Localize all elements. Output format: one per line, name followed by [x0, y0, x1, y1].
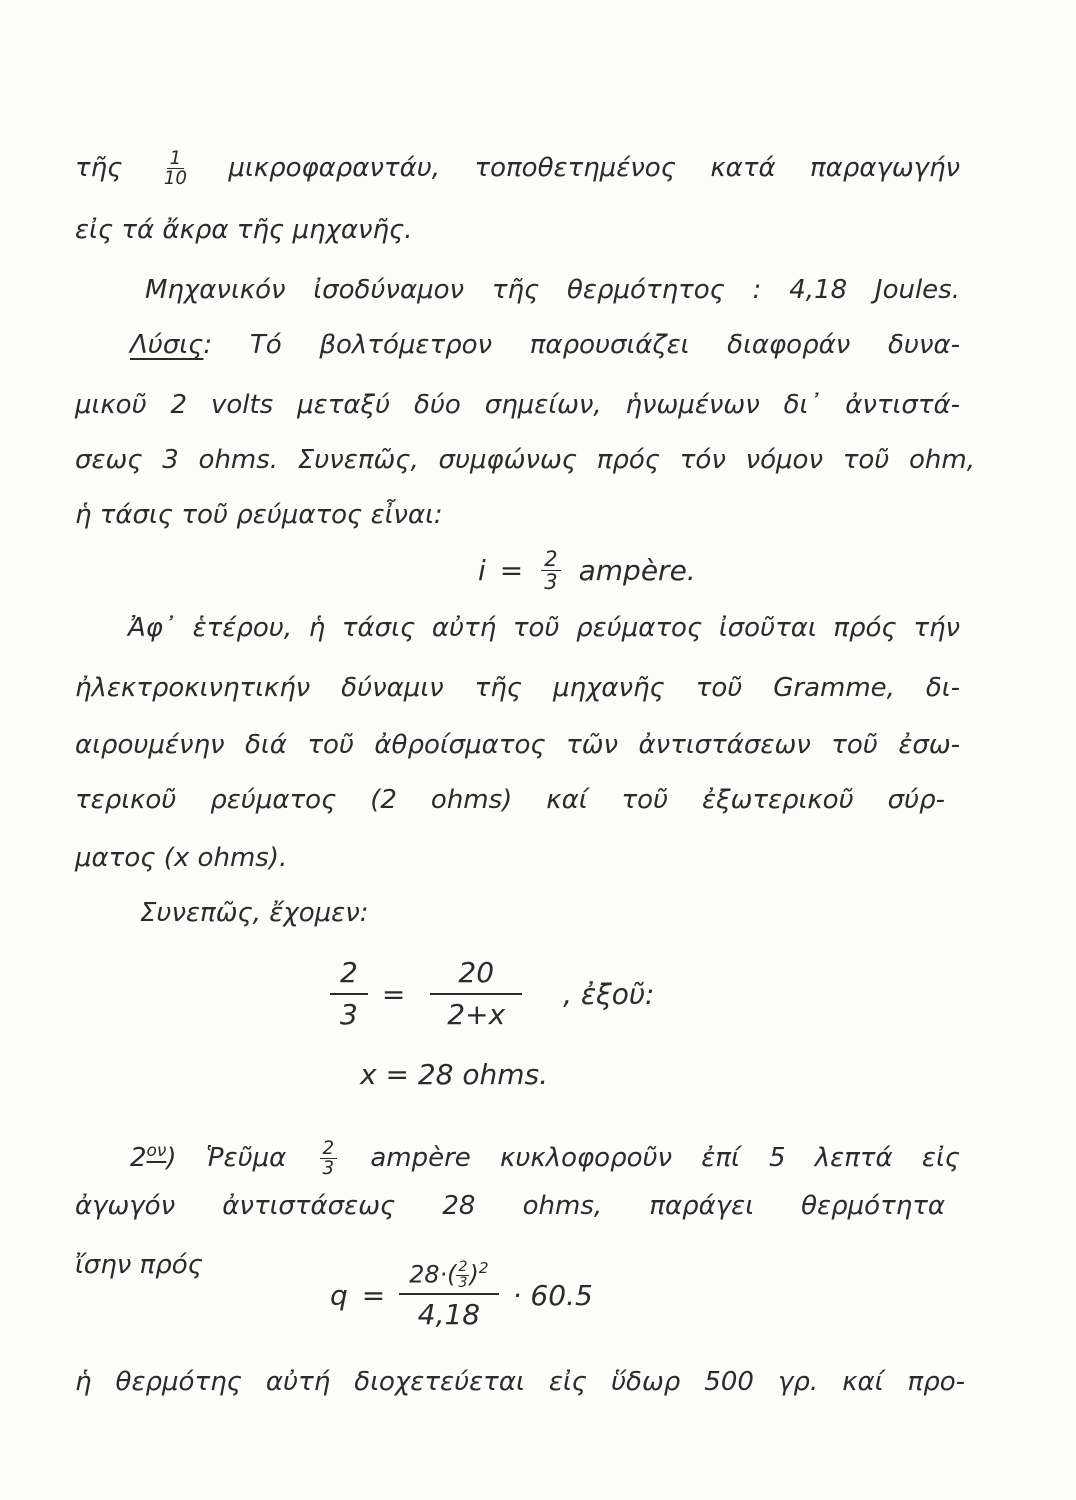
text-line-10: ἠλεκτροκινητικήν δύναμιν τῆς μηχανῆς τοῦ Gramme, δι-: [75, 673, 960, 703]
fraction-one-tenth: [161, 149, 190, 188]
line-1-start: τῆς: [75, 153, 123, 183]
numerator-start: 28·(: [409, 1260, 457, 1289]
fraction-denominator: 3: [544, 570, 558, 595]
fraction-two-thirds: [330, 955, 368, 1034]
text-line-3: Μηχανικόν ἰσοδύναμον τῆς θερμότητος : 4,18 Joules.: [145, 275, 960, 305]
fraction-numerator: 20: [430, 955, 522, 995]
fraction-denominator: 10: [163, 168, 187, 189]
line-17-start: Ῥεῦμα: [205, 1143, 287, 1174]
fraction-denominator: 3: [340, 998, 358, 1032]
fraction-numerator: 2: [458, 1259, 468, 1276]
text-line-19: ἴσην πρός: [75, 1250, 203, 1280]
equals-sign: =: [361, 1279, 386, 1313]
section-ordinal: [130, 1140, 177, 1174]
resistance-equation: [330, 955, 654, 1034]
text-line-17: [130, 1130, 960, 1178]
fraction-numerator: 2: [330, 955, 368, 995]
line-17-rest: ampère κυκλοφοροῦν ἐπί 5 λεπτά εἰς: [370, 1143, 961, 1174]
heat-fraction: [399, 1258, 498, 1334]
current-symbol: i: [478, 554, 486, 588]
text-line-6: σεως 3 ohms. Συνεπῶς, συμφώνως πρός τόν νόμον τοῦ ohm,: [75, 445, 975, 475]
fraction-numerator: [399, 1258, 498, 1295]
resistance-result: x = 28 ohms.: [360, 1058, 549, 1091]
text-line-9: Ἀφ᾽ ἑτέρου, ἡ τάσις αὐτή τοῦ ρεύματος ἰσοῦται πρός τήν: [128, 613, 960, 643]
text-line-12: τερικοῦ ρεύματος (2 ohms) καί τοῦ ἐξωτερικοῦ σύρ-: [75, 785, 945, 815]
text-line-4: [130, 325, 960, 365]
text-line-11: αιρουμένην διά τοῦ ἀθροίσματος τῶν ἀντιστάσεων τοῦ ἐσω-: [75, 730, 960, 760]
text-line-7: ἡ τάσις τοῦ ρεύματος εἶναι:: [75, 500, 443, 530]
ordinal-paren: ): [166, 1143, 177, 1174]
text-line-2: εἰς τά ἄκρα τῆς μηχανῆς.: [75, 215, 413, 245]
text-line-21: ἡ θερμότης αὐτή διοχετεύεται εἰς ὕδωρ 500 γρ. καί προ-: [75, 1367, 965, 1397]
line-1-rest: μικροφαραντάυ, τοποθετημένος κατά παραγωγήν: [228, 153, 961, 183]
fraction-numerator: 2: [320, 1139, 338, 1159]
line-4-text: : Τό βολτόμετρον παρουσιάζει διαφοράν δυνα-: [203, 330, 960, 360]
numerator-close: ): [469, 1260, 479, 1289]
text-line-14: Συνεπῶς, ἔχομεν:: [140, 898, 369, 928]
equals-sign: =: [381, 977, 406, 1011]
heat-equation: [330, 1258, 593, 1334]
fraction-twenty-over-sum: [419, 955, 533, 1034]
fraction-denominator: 3: [322, 1158, 335, 1180]
solution-heading: Λύσις: [130, 330, 204, 360]
current-unit: ampère.: [578, 554, 696, 588]
text-line-13: ματος (x ohms).: [75, 843, 288, 873]
equation-tail: · 60.5: [512, 1279, 593, 1313]
heat-symbol: q: [330, 1279, 348, 1313]
equation-tail: , ἐξοῦ:: [563, 977, 655, 1011]
ordinal-number: 2: [130, 1143, 147, 1174]
fraction-numerator: 1: [167, 149, 185, 169]
text-line-18: ἀγωγόν ἀντιστάσεως 28 ohms, παράγει θερμότητα: [75, 1191, 945, 1221]
equals-sign: =: [499, 554, 524, 588]
current-equation: [478, 548, 696, 593]
fraction-two-thirds: [320, 1139, 338, 1178]
fraction-denominator: 4,18: [417, 1298, 481, 1332]
ordinal-suffix: ον: [146, 1140, 167, 1160]
fraction-denominator: 2+x: [447, 998, 506, 1032]
fraction-two-thirds: [456, 1260, 469, 1291]
exponent: 2: [478, 1259, 489, 1277]
fraction-denominator: 3: [458, 1275, 468, 1292]
fraction-two-thirds: [541, 548, 560, 593]
text-line-5: μικοῦ 2 volts μεταξύ δύο σημείων, ἡνωμένων δι᾽ ἀντιστά-: [75, 390, 960, 420]
fraction-numerator: 2: [541, 548, 560, 571]
text-line-1: [75, 148, 960, 188]
